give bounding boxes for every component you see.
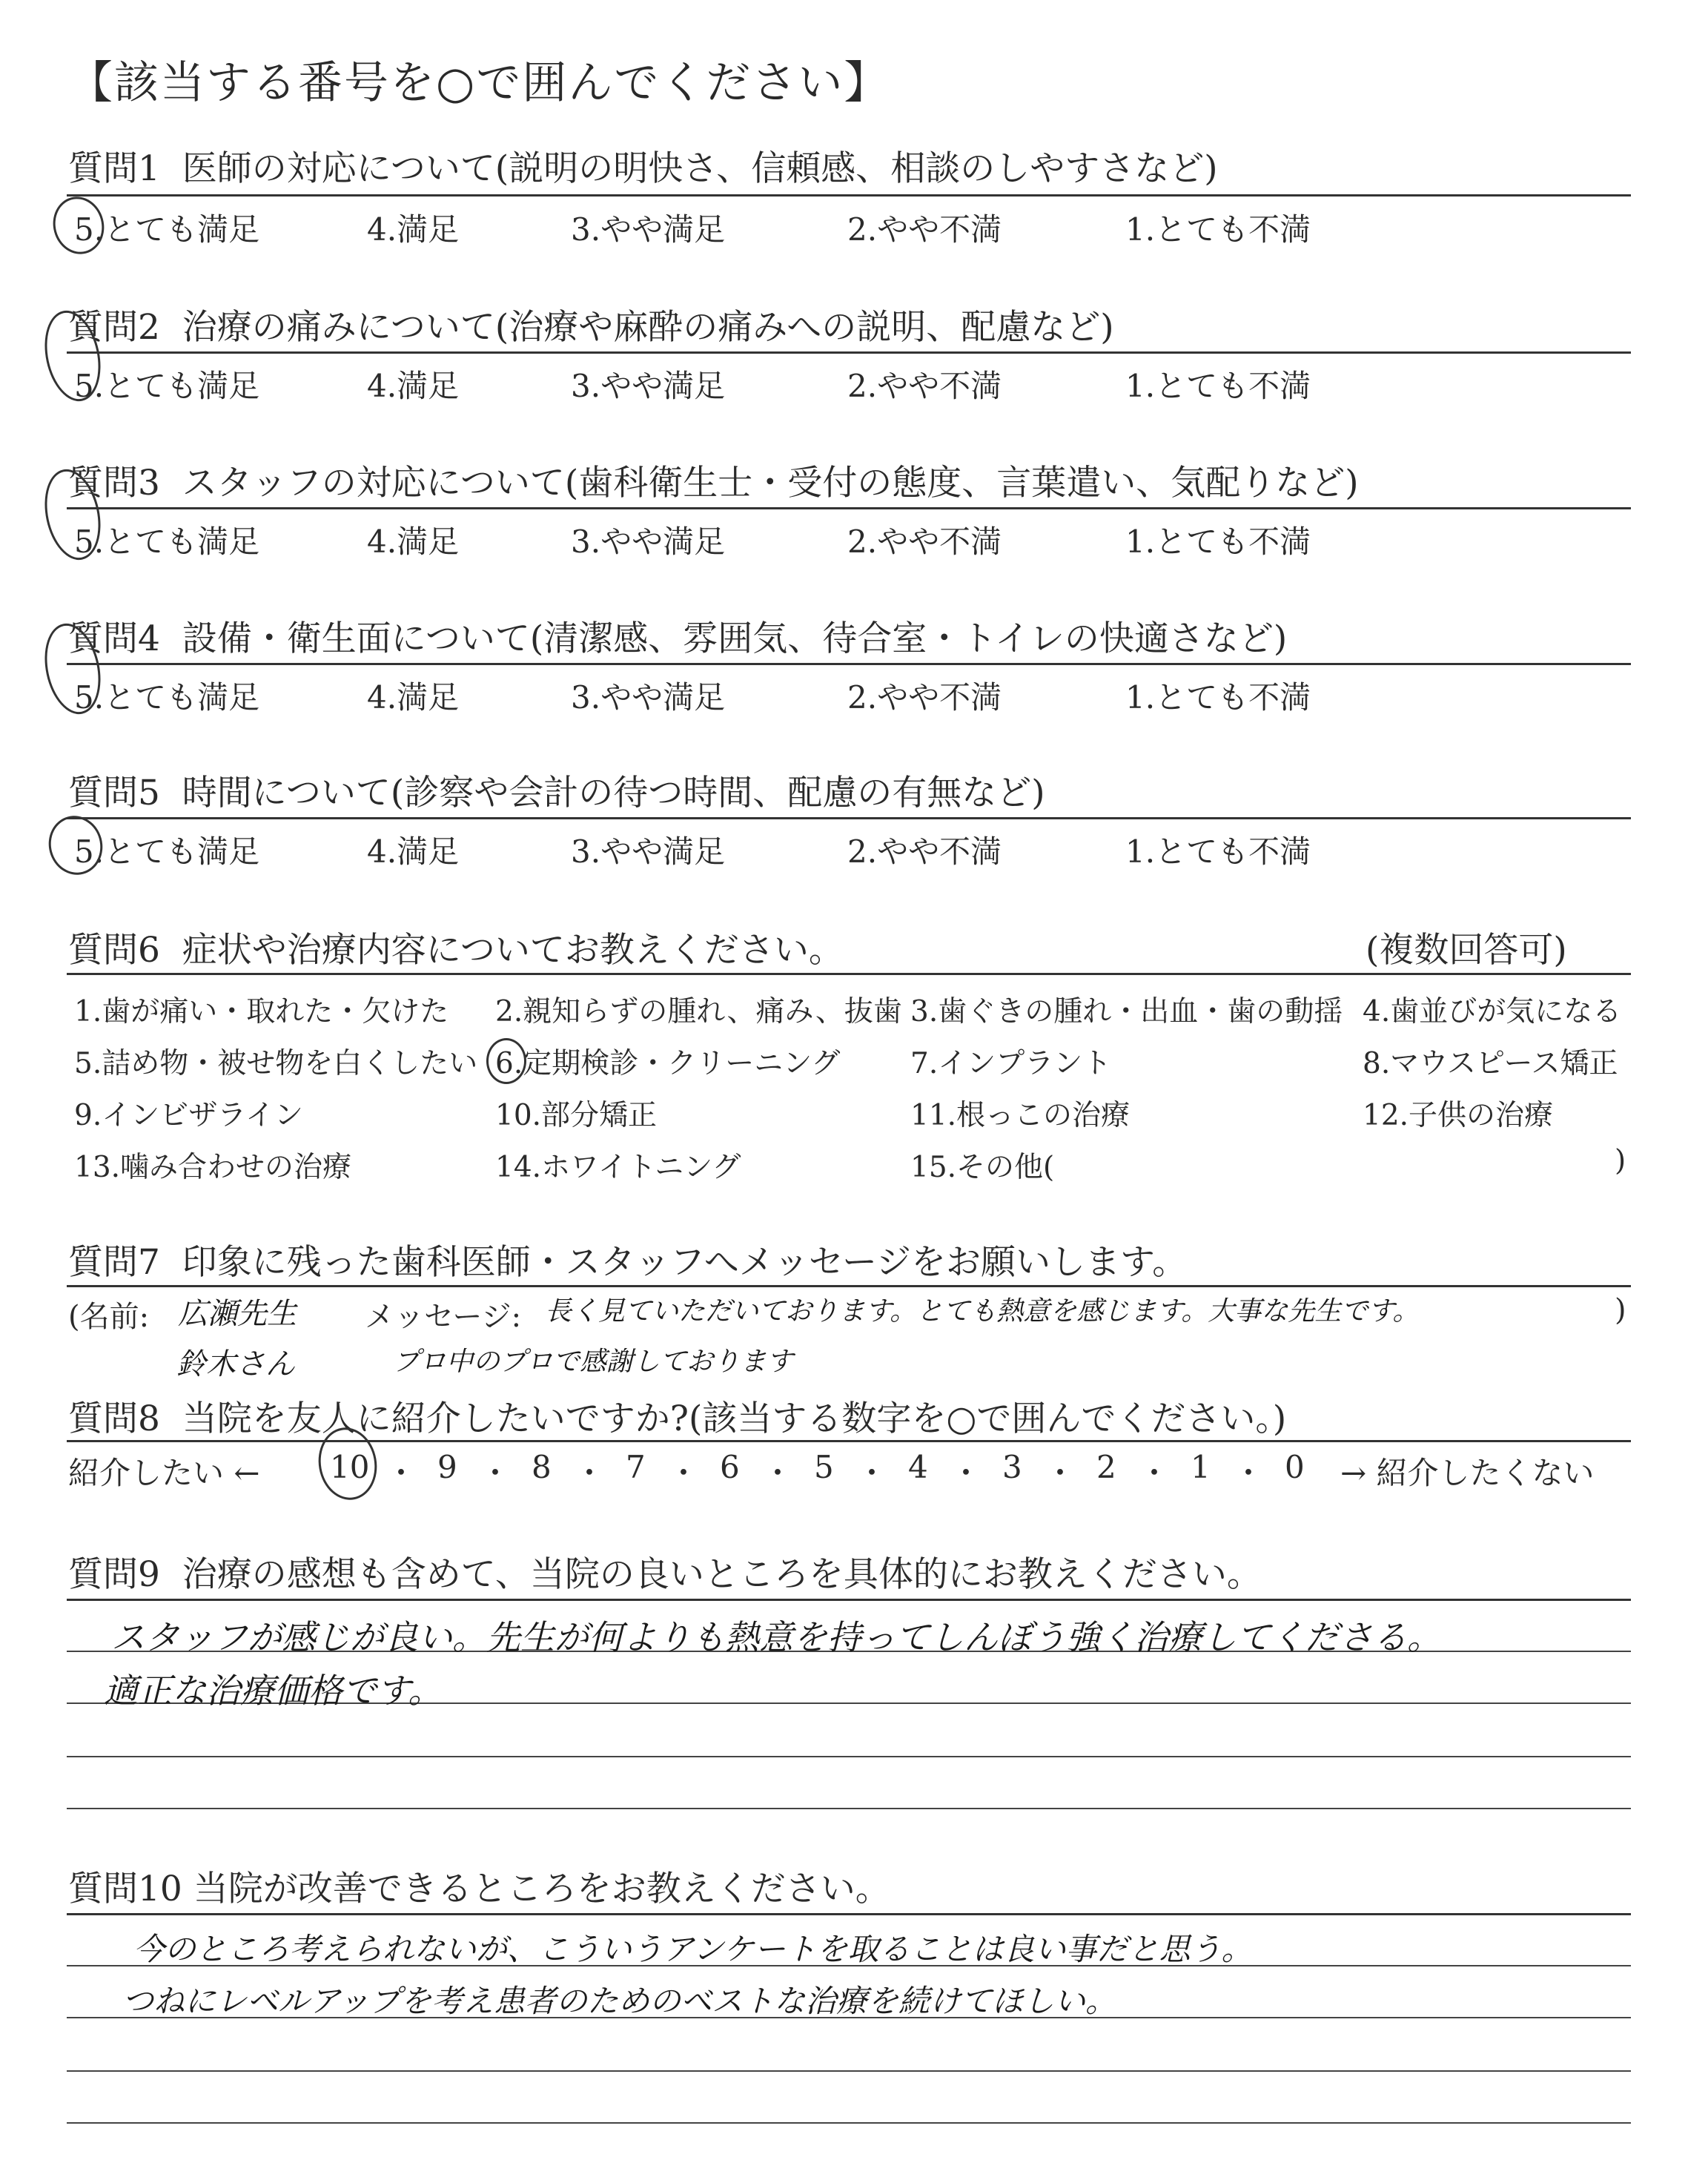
q3-opt-1[interactable]: 1.とても不満 (1125, 524, 1311, 560)
q6-item-10[interactable]: 10.部分矯正 (495, 1099, 658, 1132)
q2-opt-1[interactable]: 1.とても不満 (1125, 368, 1311, 404)
q9-text: 治療の感想も含めて、当院の良いところを具体的にお教えください。 (182, 1554, 1262, 1595)
q8-scale-5[interactable]: 5 (814, 1449, 834, 1485)
q2-text: 治療の痛みについて(治療や麻酔の痛みへの説明、配慮など) (182, 307, 1114, 348)
q8-dot: ・ (385, 1455, 417, 1491)
q2-label: 質問2 (68, 307, 160, 348)
q10-handwritten-line-2: つねにレベルアップを考え患者のためのベストな治療を続けてほしい。 (122, 1983, 1117, 2019)
q5-rule (67, 817, 1631, 819)
q6-item-15-close: ) (1615, 1144, 1626, 1178)
q7-close-paren: ) (1615, 1293, 1626, 1327)
q3-title (68, 455, 1359, 505)
form-header: 【該当する番号を○で囲んでください】 (68, 57, 890, 109)
q2-opt-5[interactable]: 5.とても満足 (74, 368, 260, 404)
q6-item-4[interactable]: 4.歯並びが気になる (1363, 995, 1622, 1028)
q6-item-7[interactable]: 7.インプラント (910, 1047, 1112, 1080)
q1-opt-3[interactable]: 3.やや満足 (571, 211, 726, 248)
q3-rule (67, 507, 1631, 509)
q1-opt-5[interactable]: 5.とても満足 (74, 211, 260, 248)
q6-item-6[interactable]: 6.定期検診・クリーニング (495, 1047, 841, 1080)
q9-answer-line (67, 1756, 1631, 1757)
q6-item-12[interactable]: 12.子供の治療 (1363, 1099, 1554, 1132)
q5-opt-3[interactable]: 3.やや満足 (571, 833, 726, 870)
q8-dot: ・ (856, 1455, 888, 1491)
q1-opt-2[interactable]: 2.やや不満 (847, 211, 1002, 248)
q9-label: 質問9 (68, 1554, 160, 1595)
q8-scale-7[interactable]: 7 (626, 1449, 646, 1485)
q6-note: (複数回答可) (1366, 930, 1567, 971)
q8-rule (67, 1440, 1631, 1442)
q8-dot: ・ (668, 1455, 700, 1491)
q4-opt-2[interactable]: 2.やや不満 (847, 679, 1002, 716)
q9-handwritten-line-2: 適正な治療価格です。 (104, 1671, 443, 1711)
q5-opt-4[interactable]: 4.満足 (367, 833, 460, 870)
q10-handwritten-line-1: 今のところ考えられないが、こういうアンケートを取ることは良い事だと思う。 (133, 1931, 1253, 1967)
q6-rule (67, 973, 1631, 975)
q6-item-8[interactable]: 8.マウスピース矯正 (1363, 1047, 1618, 1080)
q10-label: 質問10 (68, 1869, 182, 1909)
q6-item-9[interactable]: 9.インビザライン (74, 1099, 304, 1132)
q5-text: 時間について(診察や会計の待つ時間、配慮の有無など) (182, 773, 1045, 813)
q2-opt-4[interactable]: 4.満足 (367, 368, 460, 404)
q10-title (68, 1861, 890, 1911)
q7-name-label: (名前: (68, 1300, 150, 1334)
q8-scale-1[interactable]: 1 (1191, 1449, 1211, 1485)
q4-opt-1[interactable]: 1.とても不満 (1125, 679, 1311, 716)
q8-dot: ・ (1139, 1455, 1171, 1491)
q6-label: 質問6 (68, 930, 160, 971)
q6-item-11[interactable]: 11.根っこの治療 (910, 1099, 1131, 1132)
q6-item-5[interactable]: 5.詰め物・被せ物を白くしたい (74, 1047, 478, 1080)
q4-text: 設備・衛生面について(清潔感、雰囲気、待合室・トイレの快適さなど) (182, 618, 1288, 659)
q9-handwritten-line-1: スタッフが感じが良い。先生が何よりも熱意を持ってしんぼう強く治療してくださる。 (111, 1617, 1441, 1657)
q9-answer-line (67, 1808, 1631, 1809)
q8-text: 当院を友人に紹介したいですか?(該当する数字を○で囲んでください。) (182, 1398, 1287, 1439)
q8-dot: ・ (1045, 1455, 1076, 1491)
q4-opt-5[interactable]: 5.とても満足 (74, 679, 260, 716)
q7-message-label: メッセージ: (365, 1300, 522, 1334)
q3-opt-4[interactable]: 4.満足 (367, 524, 460, 560)
q7-handwritten-name-2: 鈴木さん (176, 1347, 295, 1381)
q8-scale-8[interactable]: 8 (532, 1449, 552, 1485)
q8-dot: ・ (574, 1455, 606, 1491)
q1-title (68, 141, 1218, 191)
q10-answer-line (67, 2070, 1631, 2072)
q8-label: 質問8 (68, 1398, 160, 1439)
q7-title (68, 1235, 1187, 1284)
q5-opt-5[interactable]: 5.とても満足 (74, 833, 260, 870)
q2-title (68, 300, 1114, 349)
q6-text: 症状や治療内容についてお教えください。 (182, 930, 844, 971)
q7-handwritten-name-1: 広瀬先生 (178, 1297, 297, 1331)
q5-title (68, 765, 1045, 815)
q4-opt-4[interactable]: 4.満足 (367, 679, 460, 716)
q7-rule (67, 1285, 1631, 1287)
q1-opt-4[interactable]: 4.満足 (367, 211, 460, 248)
q6-item-15[interactable]: 15.その他( (910, 1151, 1055, 1184)
q5-opt-2[interactable]: 2.やや不満 (847, 833, 1002, 870)
q3-opt-3[interactable]: 3.やや満足 (571, 524, 726, 560)
q1-opt-1[interactable]: 1.とても不満 (1125, 211, 1311, 248)
q6-title (68, 922, 844, 972)
q7-label: 質問7 (68, 1242, 160, 1283)
q4-title (68, 611, 1287, 661)
q2-opt-2[interactable]: 2.やや不満 (847, 368, 1002, 404)
q5-opt-1[interactable]: 1.とても不満 (1125, 833, 1311, 870)
q3-opt-2[interactable]: 2.やや不満 (847, 524, 1002, 560)
q8-title (68, 1391, 1286, 1441)
q8-scale-4[interactable]: 4 (908, 1449, 928, 1485)
q9-title (68, 1547, 1262, 1596)
q6-item-1[interactable]: 1.歯が痛い・取れた・欠けた (74, 995, 449, 1028)
q8-left-label: 紹介したい ← (68, 1455, 260, 1491)
q8-right-label: → 紹介したくない (1340, 1455, 1595, 1491)
q9-rule (67, 1599, 1631, 1601)
q7-handwritten-message-1: 長く見ていただいております。とても熱意を感じます。大事な先生です。 (545, 1296, 1420, 1327)
q5-label: 質問5 (68, 773, 160, 813)
q6-item-13[interactable]: 13.噛み合わせの治療 (74, 1151, 352, 1184)
q1-rule (67, 194, 1631, 196)
q8-dot: ・ (480, 1455, 512, 1491)
q8-scale-3[interactable]: 3 (1002, 1449, 1022, 1485)
q8-dot: ・ (762, 1455, 794, 1491)
q8-scale-10[interactable]: 10 (330, 1449, 370, 1485)
q10-rule (67, 1913, 1631, 1915)
q4-rule (67, 663, 1631, 665)
q10-answer-line (67, 2122, 1631, 2124)
q1-label: 質問1 (68, 148, 160, 189)
q7-text: 印象に残った歯科医師・スタッフへメッセージをお願いします。 (182, 1242, 1188, 1283)
q8-scale-9[interactable]: 9 (437, 1449, 457, 1485)
q3-text: スタッフの対応について(歯科衛生士・受付の態度、言葉遣い、気配りなど) (182, 463, 1359, 503)
q8-scale-0[interactable]: 0 (1285, 1449, 1305, 1485)
q8-scale-6[interactable]: 6 (720, 1449, 740, 1485)
q6-item-14[interactable]: 14.ホワイトニング (495, 1151, 741, 1184)
q8-scale-2[interactable]: 2 (1096, 1449, 1116, 1485)
q4-opt-3[interactable]: 3.やや満足 (571, 679, 726, 716)
q2-rule (67, 351, 1631, 354)
q8-dot: ・ (1233, 1455, 1265, 1491)
q3-label: 質問3 (68, 463, 160, 503)
q6-item-2[interactable]: 2.親知らずの腫れ、痛み、抜歯 (495, 995, 902, 1028)
q4-label: 質問4 (68, 618, 160, 659)
q1-text: 医師の対応について(説明の明快さ、信頼感、相談のしやすさなど) (182, 148, 1218, 189)
q6-item-3[interactable]: 3.歯ぐきの腫れ・出血・歯の動揺 (910, 995, 1343, 1028)
q10-text: 当院が改善できるところをお教えください。 (193, 1869, 890, 1909)
q2-opt-3[interactable]: 3.やや満足 (571, 368, 726, 404)
q6-selection-circle (486, 1038, 526, 1084)
q8-dot: ・ (950, 1455, 982, 1491)
q3-opt-5[interactable]: 5.とても満足 (74, 524, 260, 560)
q7-handwritten-message-2: プロ中のプロで感謝しております (393, 1347, 794, 1377)
